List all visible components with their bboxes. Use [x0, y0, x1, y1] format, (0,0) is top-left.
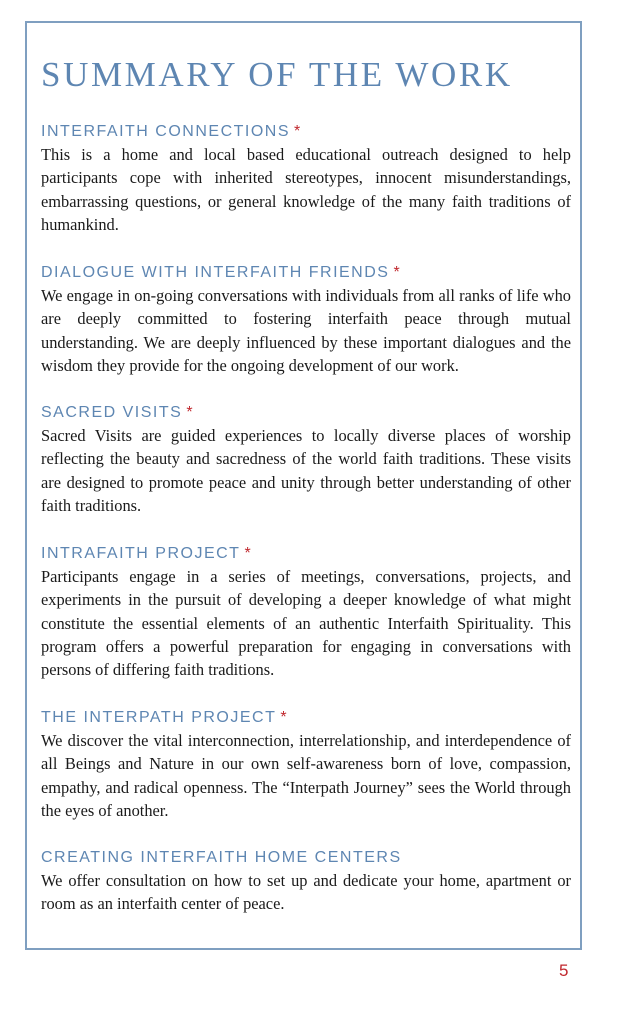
section-heading-text: DIALOGUE WITH INTERFAITH FRIENDS	[41, 264, 390, 281]
section-heading-text: SACRED VISITS	[41, 404, 183, 421]
section-dialogue-with-interfaith-friends	[41, 263, 571, 377]
section-creating-interfaith-home-centers	[41, 848, 571, 916]
section-body: We offer consultation on how to set up and dedicate your home, apartment or room as an interfaith center of peace.	[41, 871, 571, 914]
asterisk-icon: *	[294, 123, 301, 140]
section-heading	[41, 403, 571, 422]
section-heading-text: INTRAFAITH PROJECT	[41, 545, 241, 562]
section-the-interpath-project	[41, 708, 571, 822]
section-heading	[41, 263, 571, 282]
asterisk-icon: *	[244, 545, 251, 562]
section-heading-text: INTERFAITH CONNECTIONS	[41, 123, 291, 140]
asterisk-icon: *	[393, 264, 400, 281]
asterisk-icon: *	[280, 709, 287, 726]
section-intrafaith-project	[41, 544, 571, 681]
section-heading	[41, 848, 571, 867]
section-body: Sacred Visits are guided experiences to locally diverse places of worship reflecting the beauty and sacredness of the world faith traditions. These visits are designed to promote peace and unity through better understanding of other faith traditions.	[41, 426, 571, 515]
section-heading	[41, 708, 571, 727]
section-heading-text: CREATING INTERFAITH HOME CENTERS	[41, 849, 402, 866]
section-heading	[41, 544, 571, 563]
section-interfaith-connections	[41, 122, 571, 236]
section-body: We engage in on-going conversations with individuals from all ranks of life who are deeply committed to fostering interfaith peace through mutual understanding. We are deeply influenced by these important dialogues and the wisdom they provide for the ongoing development of our work.	[41, 286, 571, 375]
section-heading-text: THE INTERPATH PROJECT	[41, 709, 277, 726]
section-heading	[41, 122, 571, 141]
section-sacred-visits	[41, 403, 571, 517]
page-number: 5	[559, 961, 569, 980]
section-body: This is a home and local based educational outreach designed to help participants cope with inherited stereotypes, innocent misunderstandings, embarrassing questions, or general knowledge of the many faith traditions of humankind.	[41, 145, 571, 234]
section-body: We discover the vital interconnection, interrelationship, and interdependence of all Beings and Nature in our own self-awareness born of love, compassion, empathy, and radical openness. The “Interpath Journey” sees the World through the eyes of another.	[41, 731, 571, 820]
asterisk-icon: *	[186, 404, 193, 421]
section-body: Participants engage in a series of meetings, conversations, projects, and experiments in the pursuit of developing a deeper knowledge of what might constitute the essential elements of an authentic Interfaith Spirituality. This program offers a powerful preparation for engaging in conversations with persons of differing faith traditions.	[41, 567, 571, 680]
page-title: SUMMARY OF THE WORK	[41, 55, 513, 94]
